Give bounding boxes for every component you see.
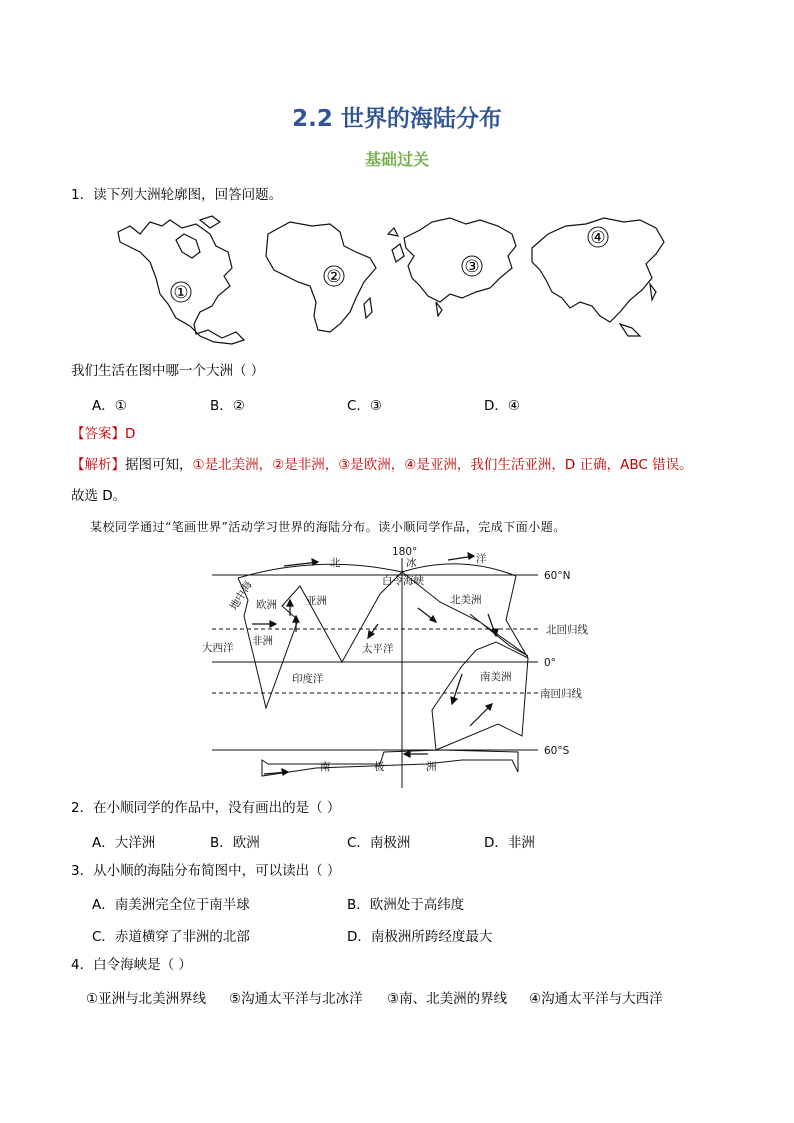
q1-answer: [71, 425, 135, 443]
q2-option-c[interactable]: C．南极洲: [347, 835, 411, 851]
label-equator: 0°: [544, 657, 556, 669]
analysis-text-1: 据图可知，: [125, 457, 193, 473]
label-north: 北: [330, 557, 341, 569]
answer-label: 【答案】: [71, 426, 125, 442]
label-60n: 60°N: [544, 570, 571, 582]
q3-option-b[interactable]: B．欧洲处于高纬度: [347, 897, 465, 913]
label-ice: 冰: [406, 557, 417, 569]
q3-option-d[interactable]: D．南极洲所跨经度最大: [347, 929, 493, 945]
europe-outline: [388, 218, 516, 316]
q3-stem: 3．从小顺的海陆分布简图中，可以读出（ ）: [71, 863, 341, 879]
answer-value: D: [125, 426, 136, 442]
q1-option-c[interactable]: C．③: [347, 398, 383, 414]
q4-option-2[interactable]: ⑤沟通太平洋与北冰洋: [229, 991, 363, 1007]
q1-option-d[interactable]: D．④: [484, 398, 520, 414]
label-tropic-cancer: 北回归线: [546, 624, 588, 636]
label-ant-1: 南: [320, 761, 331, 773]
q4-stem: 4．白令海峡是（ ）: [71, 957, 192, 973]
continent-outlines-figure: [0, 212, 794, 352]
label-south-america: 南美洲: [480, 671, 512, 683]
analysis-text-2: ①是北美洲，②是非洲，③是欧洲，④是亚洲，我们生活亚洲，D 正确，ABC 错误。: [192, 457, 693, 473]
q1-option-a[interactable]: A．①: [92, 398, 127, 414]
figure-label-2: ②: [326, 267, 342, 287]
north-america-outline: [118, 216, 244, 344]
label-indian: 印度洋: [292, 673, 324, 685]
q2-option-d[interactable]: D．非洲: [484, 835, 535, 851]
label-atlantic: 大西洋: [202, 642, 234, 654]
label-mediterranean: 地中海: [227, 579, 255, 613]
q3-option-a[interactable]: A．南美洲完全位于南半球: [92, 897, 250, 913]
label-ocean: 洋: [476, 553, 487, 565]
label-pacific: 太平洋: [362, 643, 394, 655]
label-tropic-capricorn: 南回归线: [540, 688, 582, 700]
label-north-america: 北美洲: [450, 594, 482, 606]
label-60s: 60°S: [544, 745, 570, 757]
q3-option-c[interactable]: C．赤道横穿了非洲的北部: [92, 929, 250, 945]
label-bering: 白令海峡: [382, 575, 424, 587]
map-intro: 某校同学通过“笔画世界”活动学习世界的海陆分布。读小顺同学作品，完成下面小题。: [90, 520, 566, 534]
q2-stem: 2．在小顺同学的作品中，没有画出的是（ ）: [71, 800, 341, 816]
q1-option-b[interactable]: B．②: [210, 398, 245, 414]
q1-question: 我们生活在图中哪一个大洲（ ）: [71, 363, 265, 379]
label-ant-2: 极: [374, 761, 385, 773]
q1-analysis-end: 故选 D。: [71, 488, 127, 504]
page-title: 2.2 世界的海陆分布: [292, 106, 502, 132]
figure-label-3: ③: [464, 257, 480, 277]
q1-analysis: [71, 456, 693, 474]
label-africa: 非洲: [252, 635, 273, 647]
q2-option-b[interactable]: B．欧洲: [210, 835, 260, 851]
q1-stem: 1．读下列大洲轮廓图，回答问题。: [71, 187, 283, 203]
q4-option-4[interactable]: ④沟通太平洋与大西洋: [529, 991, 663, 1007]
q4-option-1[interactable]: ①亚洲与北美洲界线: [86, 991, 207, 1007]
q2-option-a[interactable]: A．大洋洲: [92, 835, 156, 851]
figure-label-1: ①: [173, 283, 189, 303]
label-180: 180°: [392, 546, 418, 558]
q4-option-3[interactable]: ③南、北美洲的界线: [387, 991, 508, 1007]
label-asia: 亚洲: [306, 595, 327, 607]
figure-label-4: ④: [590, 228, 606, 248]
sea-land-sketch-map: [0, 540, 794, 790]
label-ant-3: 洲: [426, 761, 437, 773]
section-title: 基础过关: [364, 150, 429, 169]
label-europe: 欧洲: [256, 599, 277, 611]
analysis-label: 【解析】: [71, 457, 125, 473]
africa-outline: [266, 222, 376, 332]
